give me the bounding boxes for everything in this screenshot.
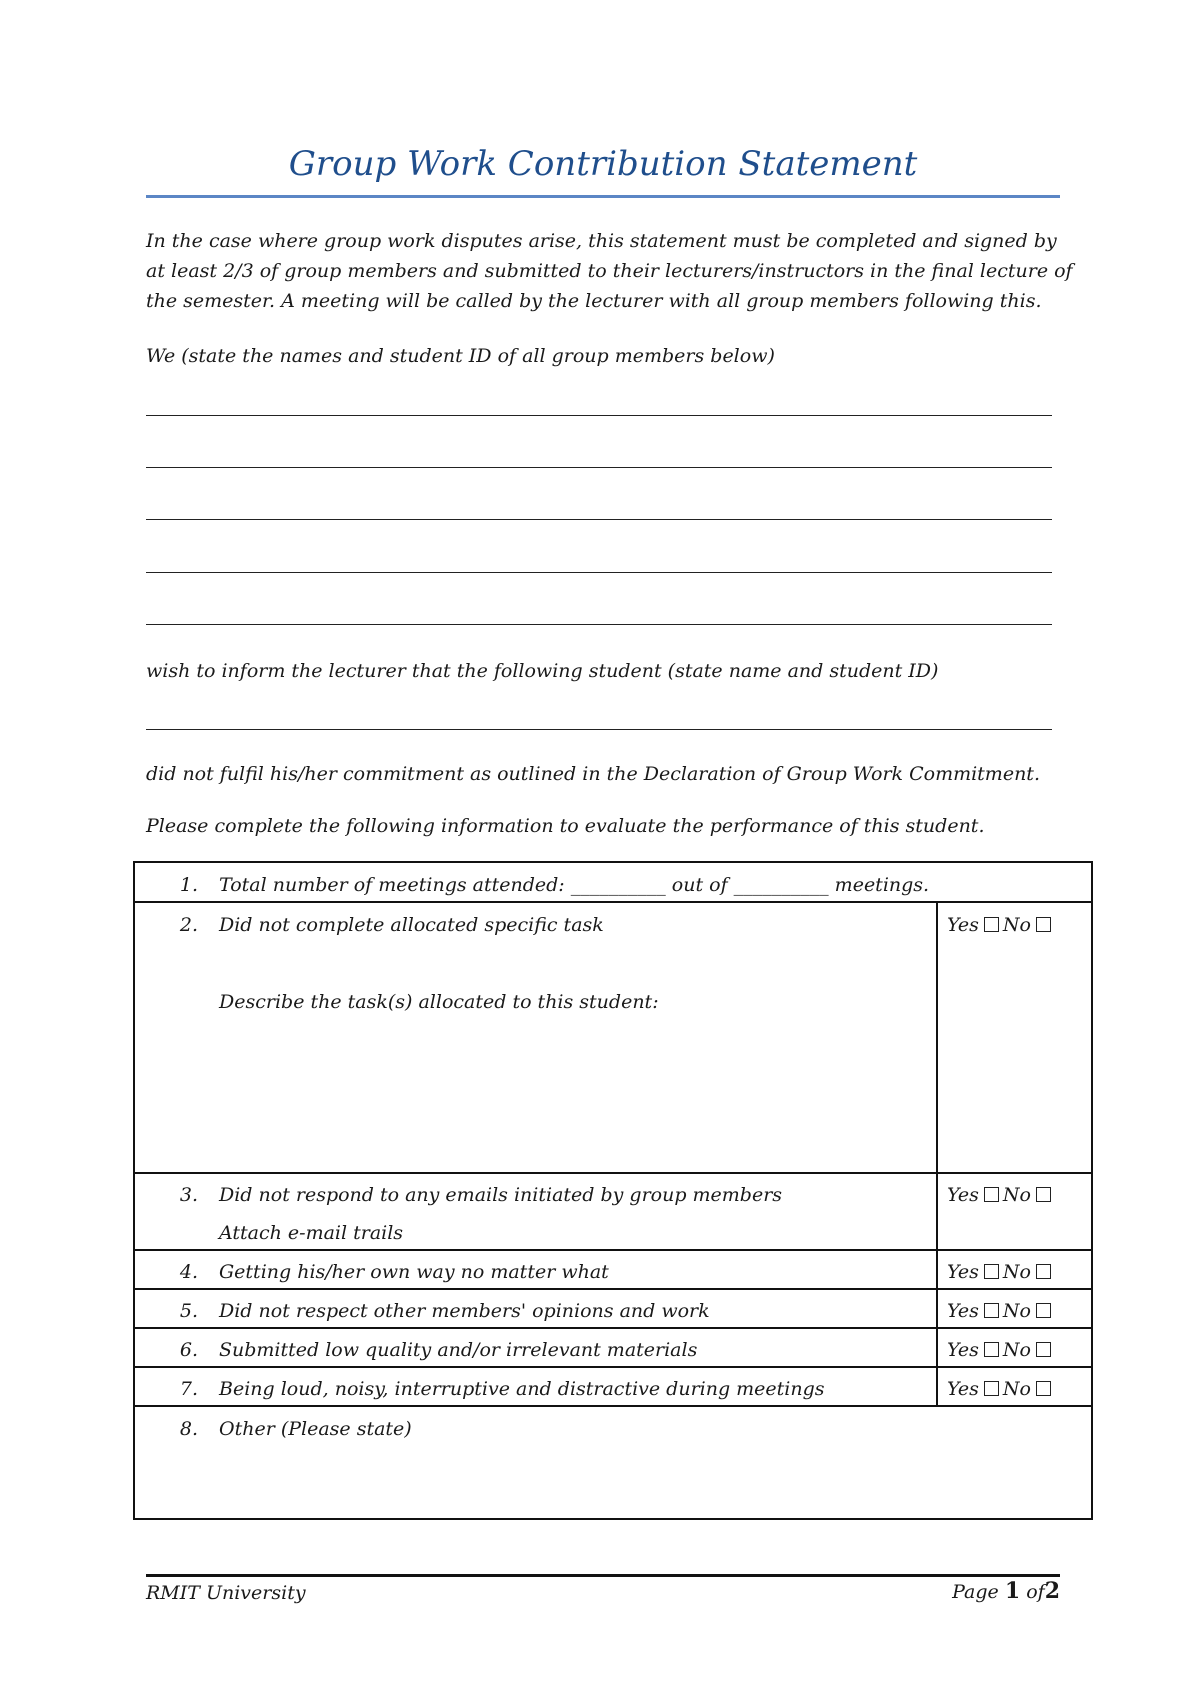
yes-no-options — [947, 1261, 1055, 1283]
yes-checkbox[interactable] — [984, 1264, 999, 1279]
of-word: of — [1026, 1581, 1045, 1603]
yes-checkbox[interactable] — [984, 1187, 999, 1202]
yes-no-options — [947, 1378, 1055, 1400]
no-label: No — [1002, 1184, 1031, 1206]
student-line[interactable] — [146, 729, 1052, 730]
row-divider — [135, 901, 1091, 903]
row-divider — [135, 1288, 1091, 1290]
page-title: Group Work Contribution Statement — [288, 144, 918, 184]
title-underline — [146, 195, 1060, 198]
commitment-text: did not fulfil his/her commitment as outlined in the Declaration of Group Work Commitment. — [146, 763, 1040, 785]
yes-label: Yes — [947, 914, 979, 936]
members-prompt: We (state the names and student ID of all group members below) — [146, 345, 775, 367]
evaluate-prompt: Please complete the following information to evaluate the performance of this student. — [146, 815, 985, 837]
row-number: 5. — [179, 1300, 198, 1322]
row-number: 7. — [179, 1378, 198, 1400]
row-divider — [135, 1327, 1091, 1329]
no-label: No — [1002, 914, 1031, 936]
task-description-label: Describe the task(s) allocated to this student: — [219, 991, 659, 1013]
low-quality-label: Submitted low quality and/or irrelevant materials — [219, 1339, 698, 1361]
disruptive-label: Being loud, noisy, interruptive and distractive during meetings — [219, 1378, 825, 1400]
no-email-response-label: Did not respond to any emails initiated by group members — [219, 1184, 783, 1206]
page-indicator — [952, 1578, 1060, 1604]
member-line-5[interactable] — [146, 624, 1052, 625]
yes-label: Yes — [947, 1378, 979, 1400]
yes-no-options — [947, 1339, 1055, 1361]
yes-checkbox[interactable] — [984, 1381, 999, 1396]
row-divider — [135, 1172, 1091, 1174]
column-divider — [936, 901, 938, 1407]
yes-checkbox[interactable] — [984, 1303, 999, 1318]
yes-checkbox[interactable] — [984, 1342, 999, 1357]
other-label[interactable]: Other (Please state) — [219, 1418, 412, 1440]
row-divider — [135, 1249, 1091, 1251]
no-checkbox[interactable] — [1036, 1381, 1051, 1396]
no-label: No — [1002, 1300, 1031, 1322]
no-checkbox[interactable] — [1036, 1303, 1051, 1318]
yes-label: Yes — [947, 1184, 979, 1206]
yes-label: Yes — [947, 1300, 979, 1322]
row-divider — [135, 1366, 1091, 1368]
row-number: 3. — [179, 1184, 198, 1206]
no-checkbox[interactable] — [1036, 1264, 1051, 1279]
no-checkbox[interactable] — [1036, 1187, 1051, 1202]
row-number: 1. — [179, 874, 198, 896]
footer-institution: RMIT University — [146, 1582, 306, 1604]
page-word: Page — [952, 1581, 999, 1603]
row-divider — [135, 1405, 1091, 1407]
row-number: 8. — [179, 1418, 198, 1440]
incomplete-task-label: Did not complete allocated specific task — [219, 914, 604, 936]
yes-label: Yes — [947, 1339, 979, 1361]
yes-label: Yes — [947, 1261, 979, 1283]
own-way-label: Getting his/her own way no matter what — [219, 1261, 609, 1283]
row-number: 6. — [179, 1339, 198, 1361]
member-line-3[interactable] — [146, 519, 1052, 520]
yes-checkbox[interactable] — [984, 917, 999, 932]
member-line-2[interactable] — [146, 467, 1052, 468]
intro-paragraph: In the case where group work disputes arise, this statement must be completed and signed by at least 2/3 of group members and submitted to their lecturers/instructors in the final lecture of the semester. A meeting will be called by the lecturer with all group members following this. — [146, 230, 1073, 312]
evaluation-table — [133, 861, 1093, 1520]
no-respect-label: Did not respect other members' opinions and work — [219, 1300, 710, 1322]
row-number: 4. — [179, 1261, 198, 1283]
no-label: No — [1002, 1339, 1031, 1361]
meetings-attended-text[interactable]: Total number of meetings attended: __________ out of __________ meetings. — [219, 874, 930, 896]
page-number: 1 — [1004, 1578, 1021, 1604]
attach-email-label: Attach e-mail trails — [219, 1222, 404, 1244]
row-number: 2. — [179, 914, 198, 936]
no-label: No — [1002, 1261, 1031, 1283]
inform-prompt: wish to inform the lecturer that the following student (state name and student ID) — [146, 660, 939, 682]
no-checkbox[interactable] — [1036, 1342, 1051, 1357]
member-line-1[interactable] — [146, 415, 1052, 416]
page-total: 2 — [1044, 1578, 1060, 1604]
footer-rule — [146, 1574, 1060, 1577]
member-line-4[interactable] — [146, 572, 1052, 573]
no-label: No — [1002, 1378, 1031, 1400]
yes-no-options — [947, 1300, 1055, 1322]
no-checkbox[interactable] — [1036, 917, 1051, 932]
yes-no-options — [947, 914, 1055, 936]
yes-no-options — [947, 1184, 1055, 1206]
